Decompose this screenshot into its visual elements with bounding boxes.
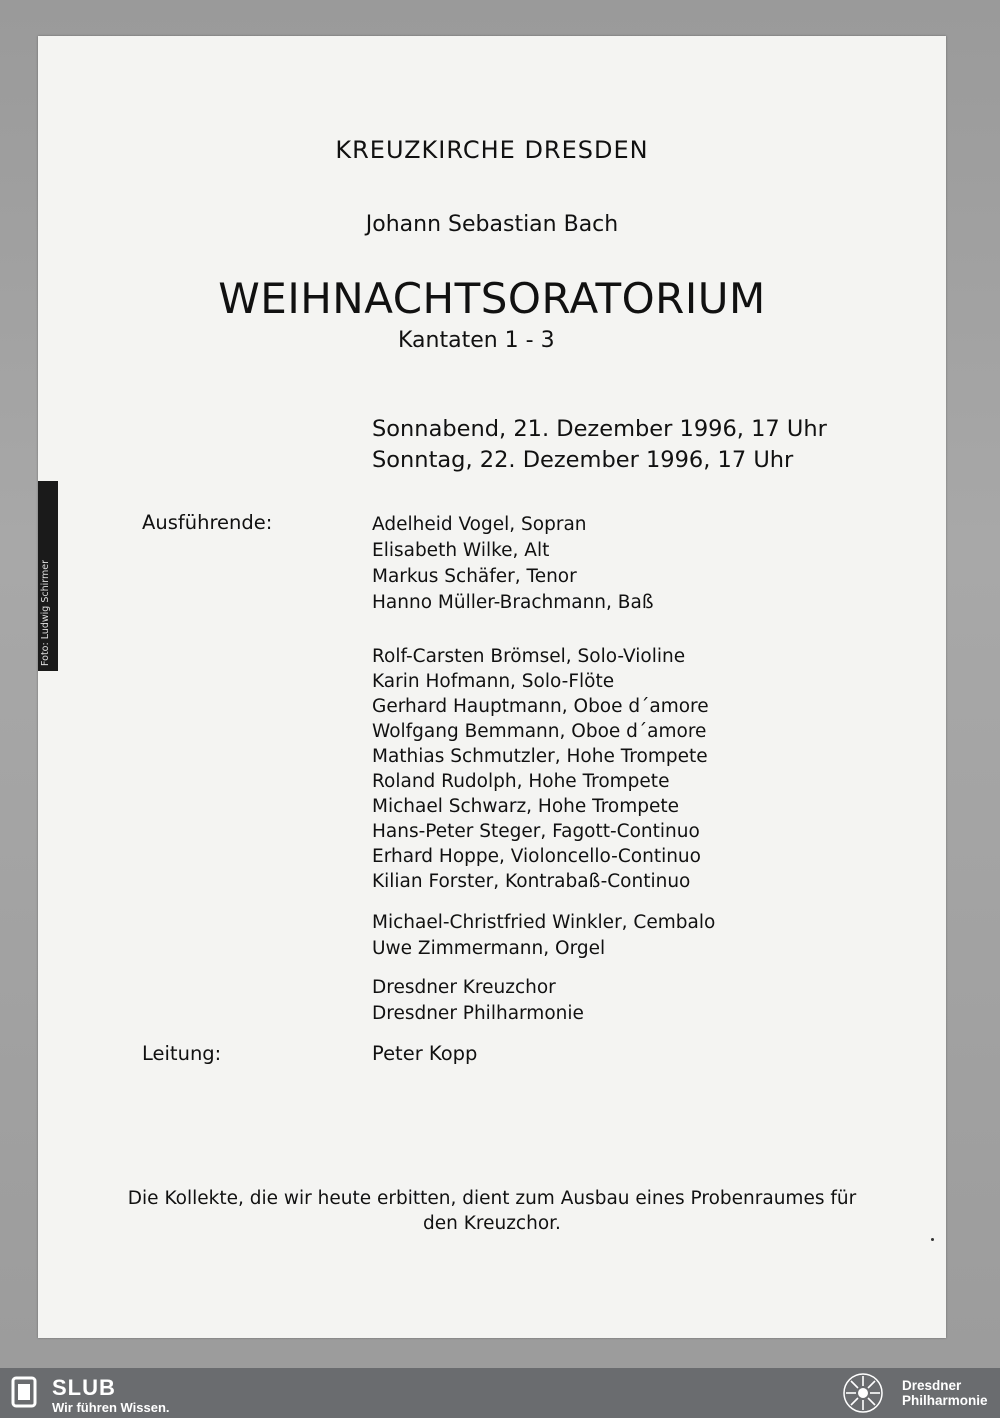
instrumentalist: Hans-Peter Steger, Fagott-Continuo	[372, 821, 700, 842]
soloist: Elisabeth Wilke, Alt	[372, 540, 550, 561]
soloist: Hanno Müller-Brachmann, Baß	[372, 592, 654, 613]
performance-date: Sonntag, 22. Dezember 1996, 17 Uhr	[372, 447, 794, 473]
instrumentalist: Rolf-Carsten Brömsel, Solo-Violine	[372, 646, 686, 667]
philharmonie-name[interactable]	[902, 1378, 988, 1408]
program-page	[38, 36, 946, 1338]
slub-logo-icon[interactable]	[10, 1376, 42, 1410]
performers-label: Ausführende:	[142, 511, 273, 534]
composer-name: Johann Sebastian Bach	[365, 212, 619, 237]
collection-note	[38, 1186, 946, 1236]
keyboard-player: Michael-Christfried Winkler, Cembalo	[372, 912, 716, 933]
keyboard-player: Uwe Zimmermann, Orgel	[372, 938, 606, 959]
soloist: Adelheid Vogel, Sopran	[372, 514, 587, 535]
photo-credit: Foto: Ludwig Schirmer	[40, 560, 51, 666]
instrumentalist: Wolfgang Bemmann, Oboe d´amore	[372, 721, 707, 742]
ensemble: Dresdner Kreuzchor	[372, 977, 556, 998]
slub-name[interactable]: SLUB	[52, 1375, 116, 1400]
work-subtitle: Kantaten 1 - 3	[398, 328, 555, 353]
slub-tagline: Wir führen Wissen.	[52, 1400, 170, 1415]
print-mark	[931, 1238, 934, 1241]
instrumentalist: Roland Rudolph, Hohe Trompete	[372, 771, 670, 792]
conductor-name: Peter Kopp	[372, 1042, 478, 1065]
instrumentalist: Michael Schwarz, Hohe Trompete	[372, 796, 680, 817]
ensemble: Dresdner Philharmonie	[372, 1003, 584, 1024]
church-heading: KREUZKIRCHE DRESDEN	[335, 136, 649, 164]
philharmonie-logo-icon[interactable]	[842, 1372, 884, 1414]
soloist: Markus Schäfer, Tenor	[372, 566, 577, 587]
footer-bar	[0, 1368, 1000, 1418]
philharmonie-name-line: Philharmonie	[902, 1393, 988, 1408]
instrumentalist: Karin Hofmann, Solo-Flöte	[372, 671, 615, 692]
performance-date: Sonnabend, 21. Dezember 1996, 17 Uhr	[372, 416, 827, 442]
photo-credit-strip	[38, 481, 58, 671]
work-title: WEIHNACHTSORATORIUM	[218, 274, 766, 323]
instrumentalist: Gerhard Hauptmann, Oboe d´amore	[372, 696, 709, 717]
philharmonie-name-line: Dresdner	[902, 1378, 962, 1393]
instrumentalist: Mathias Schmutzler, Hohe Trompete	[372, 746, 708, 767]
collection-note-line: Die Kollekte, die wir heute erbitten, dient zum Ausbau eines Probenraumes für	[127, 1188, 857, 1209]
instrumentalist: Kilian Forster, Kontrabaß-Continuo	[372, 871, 691, 892]
instrumentalist: Erhard Hoppe, Violoncello-Continuo	[372, 846, 701, 867]
collection-note-line: den Kreuzchor.	[423, 1213, 561, 1234]
conductor-label: Leitung:	[142, 1042, 222, 1065]
